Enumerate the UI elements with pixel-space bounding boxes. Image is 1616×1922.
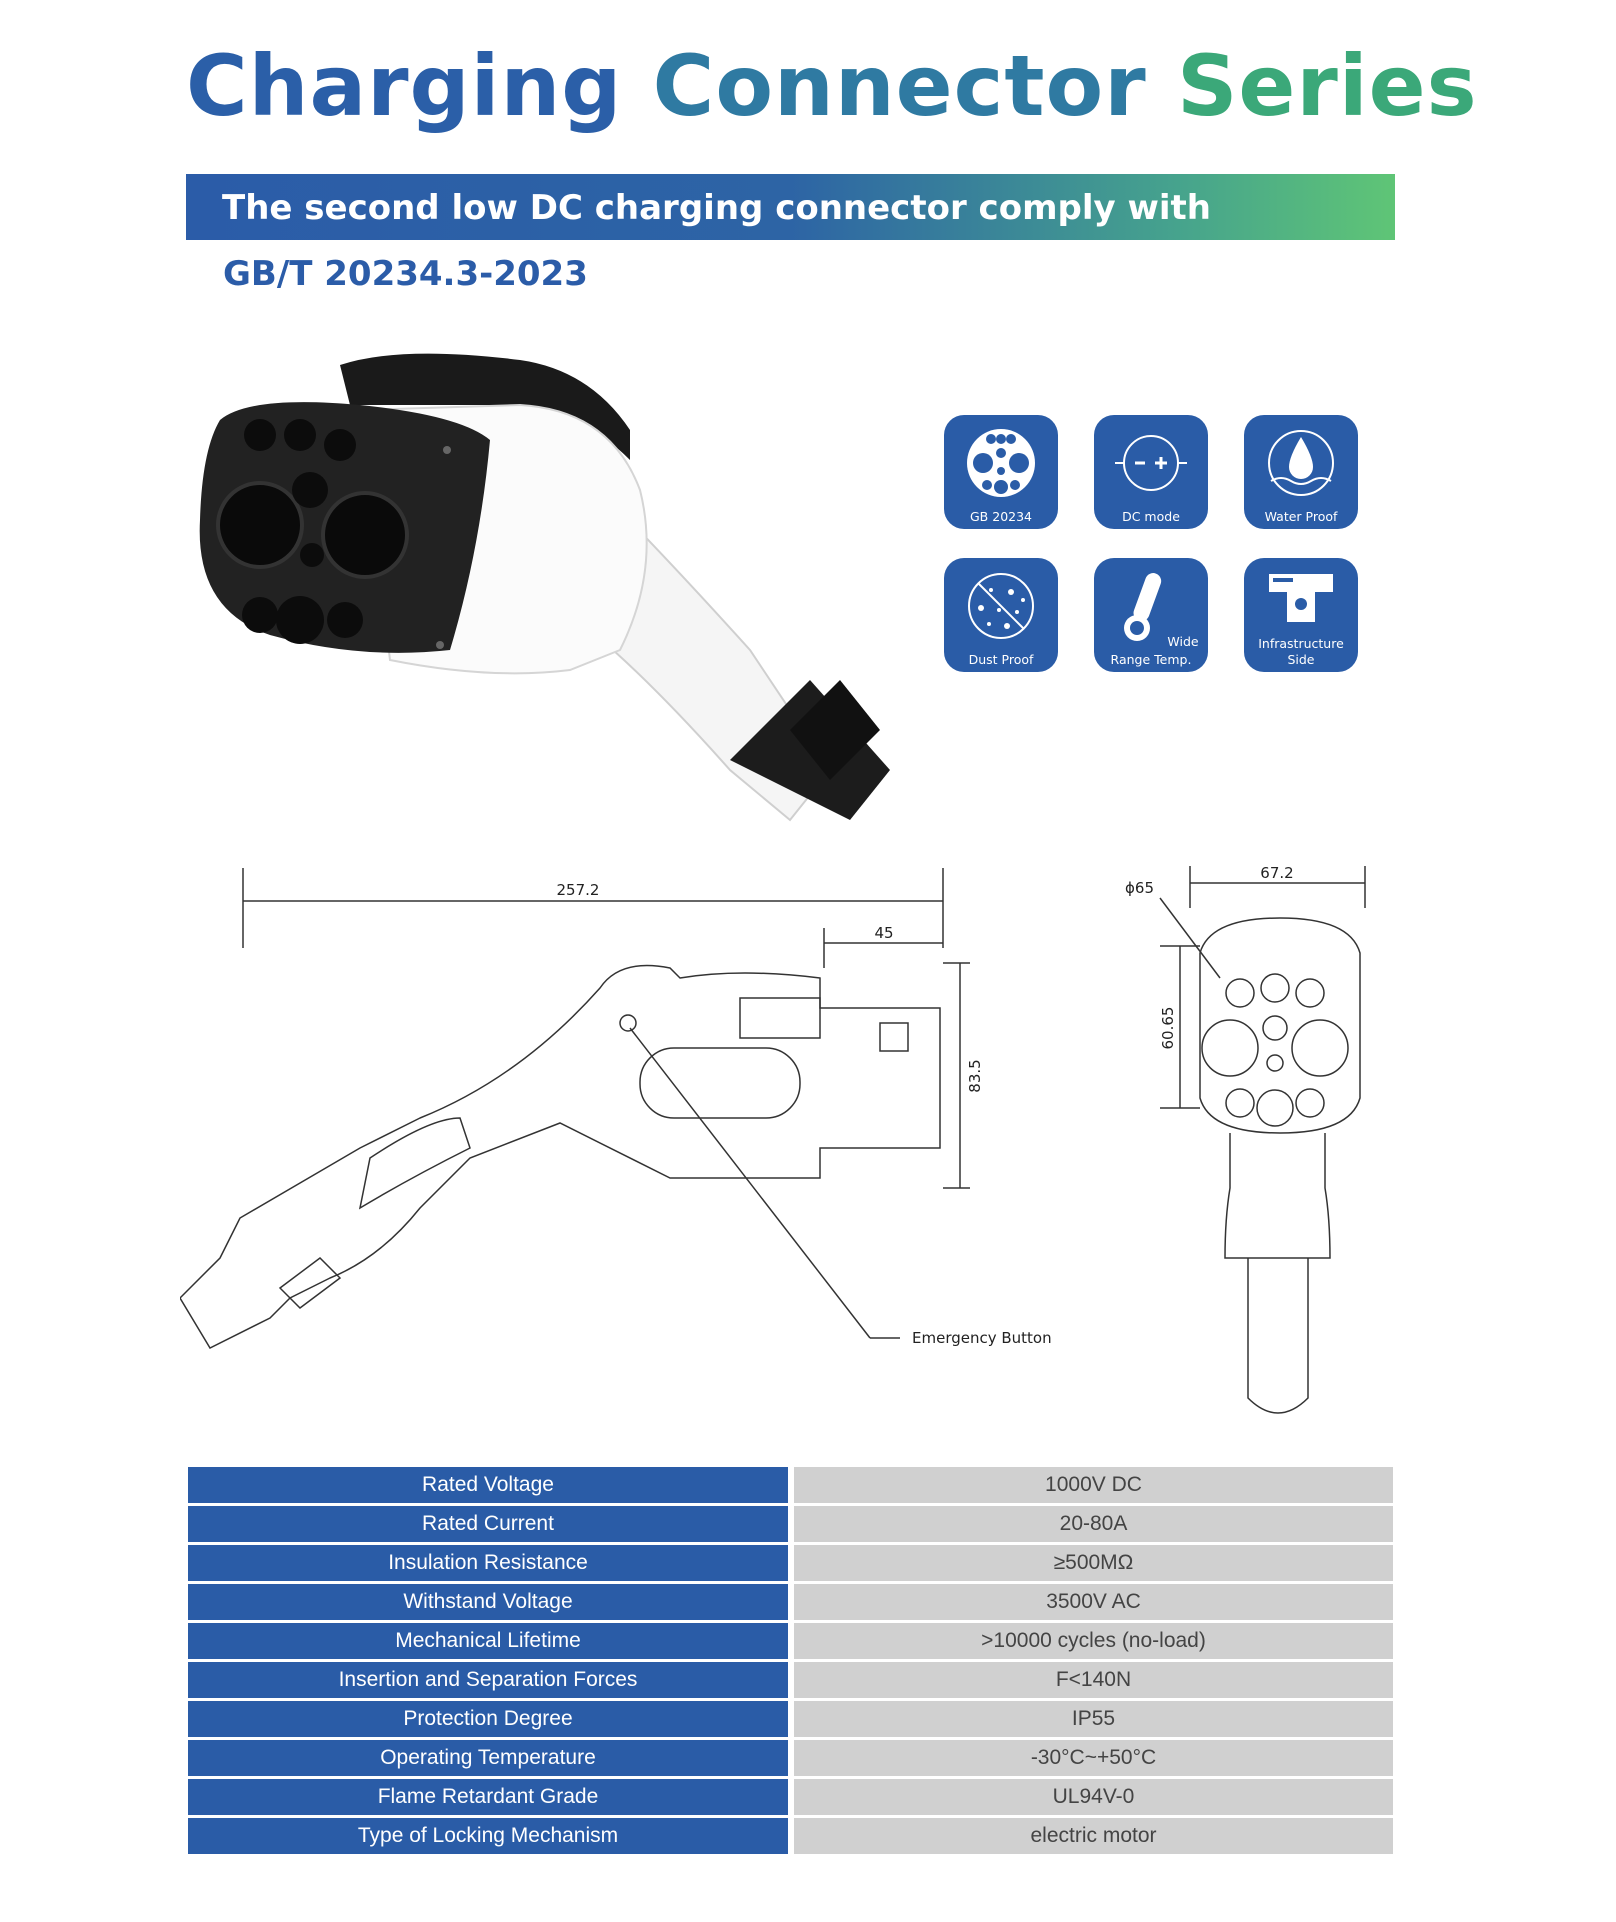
feature-label: GB 20234 (970, 509, 1032, 524)
table-row (188, 1701, 1393, 1737)
feature-gb20234 (944, 415, 1058, 529)
spec-name: Rated Voltage (188, 1467, 788, 1503)
feature-dust-proof (944, 558, 1058, 672)
gb20234-socket-icon (961, 425, 1041, 505)
table-row (188, 1467, 1393, 1503)
connector-product-photo (190, 350, 890, 830)
feature-icon-grid (944, 415, 1384, 675)
spec-name: Withstand Voltage (188, 1584, 788, 1620)
feature-label: Range Temp. (1110, 652, 1192, 667)
spec-value: -30°C~+50°C (794, 1740, 1393, 1776)
page-title (186, 37, 1478, 135)
feature-dc-mode (1094, 415, 1208, 529)
dim-face-width: 67.2 (1260, 864, 1294, 882)
title-word-series: Series (1176, 37, 1478, 135)
table-row (188, 1662, 1393, 1698)
table-row (188, 1506, 1393, 1542)
spec-value: F<140N (794, 1662, 1393, 1698)
feature-label-top: Infrastructure (1258, 636, 1344, 651)
dc-mode-icon (1111, 425, 1191, 505)
dim-face-height: 60.65 (1159, 1006, 1177, 1050)
table-row (188, 1740, 1393, 1776)
spec-value: 20-80A (794, 1506, 1393, 1542)
dim-diameter: ϕ65 (1125, 879, 1154, 897)
subtitle-banner (186, 174, 1395, 240)
spec-value: UL94V-0 (794, 1779, 1393, 1815)
technical-drawing (180, 858, 1390, 1418)
dim-head-length: 45 (874, 924, 894, 942)
spec-name: Rated Current (188, 1506, 788, 1542)
spec-name: Mechanical Lifetime (188, 1623, 788, 1659)
table-row (188, 1818, 1393, 1854)
dim-height: 83.5 (966, 1059, 984, 1093)
spec-name: Protection Degree (188, 1701, 788, 1737)
feature-label: Dust Proof (968, 652, 1034, 667)
dim-total-length: 257.2 (556, 881, 600, 899)
table-row (188, 1779, 1393, 1815)
feature-label: Water Proof (1264, 509, 1338, 524)
spec-value: >10000 cycles (no-load) (794, 1623, 1393, 1659)
table-row (188, 1584, 1393, 1620)
feature-label-top: Wide (1167, 634, 1199, 649)
spec-table (188, 1467, 1393, 1857)
spec-name: Operating Temperature (188, 1740, 788, 1776)
feature-infrastructure-side (1244, 558, 1358, 672)
spec-name: Flame Retardant Grade (188, 1779, 788, 1815)
spec-name: Type of Locking Mechanism (188, 1818, 788, 1854)
table-row (188, 1545, 1393, 1581)
title-word-connector: Connector (652, 37, 1147, 135)
spec-name: Insulation Resistance (188, 1545, 788, 1581)
water-drop-icon (1261, 425, 1341, 505)
spec-value: 1000V DC (794, 1467, 1393, 1503)
banner-text: The second low DC charging connector comply with (222, 188, 1212, 228)
title-word-charging: Charging (186, 37, 623, 135)
dust-proof-icon (961, 568, 1041, 648)
emergency-button-callout: Emergency Button (912, 1329, 1052, 1347)
spec-value: IP55 (794, 1701, 1393, 1737)
standard-label: GB/T 20234.3-2023 (223, 254, 588, 294)
spec-value: ≥500MΩ (794, 1545, 1393, 1581)
spec-name: Insertion and Separation Forces (188, 1662, 788, 1698)
spec-value: 3500V AC (794, 1584, 1393, 1620)
feature-water-proof (1244, 415, 1358, 529)
spec-value: electric motor (794, 1818, 1393, 1854)
feature-wide-range-temp (1094, 558, 1208, 672)
table-row (188, 1623, 1393, 1659)
feature-label: DC mode (1122, 509, 1180, 524)
feature-label: Side (1287, 652, 1315, 667)
